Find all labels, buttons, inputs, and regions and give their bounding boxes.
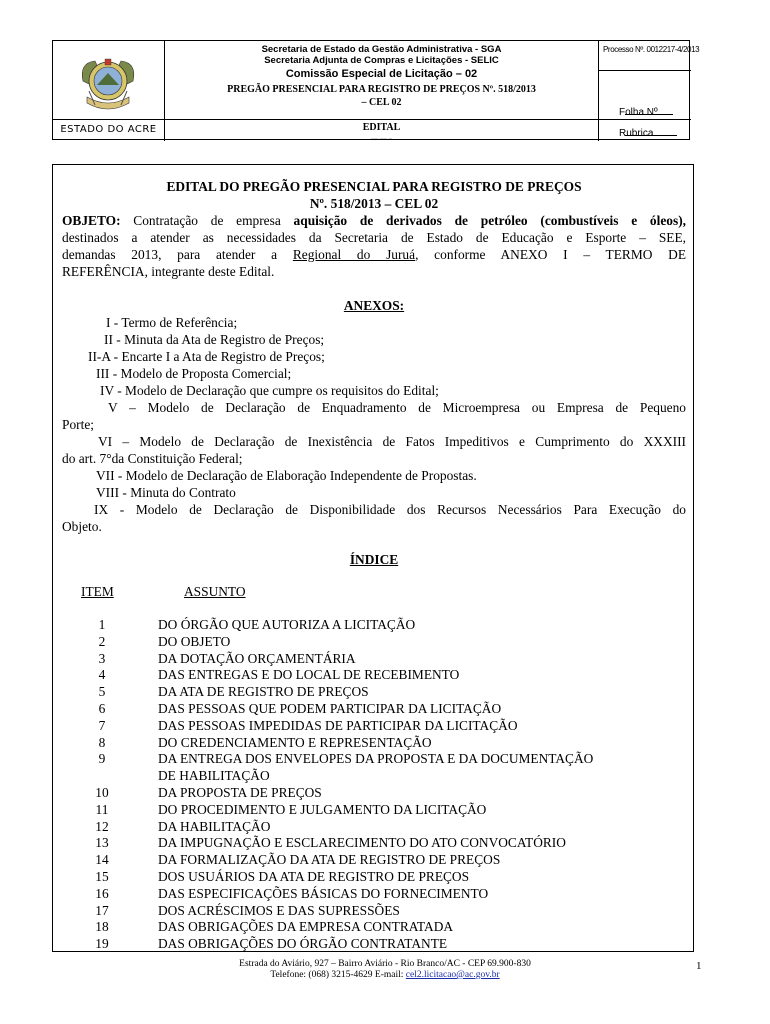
footer-address: Estrada do Aviário, 927 – Bairro Aviário - Rio Branco/AC - CEP 69.900-830 [239,959,531,969]
anexo-item: II-A - Encarte I a Ata de Registro de Preços; [88,349,325,364]
state-seal-icon [75,51,141,117]
header-pregao-line2: – CEL 02 [361,97,402,108]
indice-row-title: DA PROPOSTA DE PREÇOS [158,785,322,800]
header-process-cell [599,41,700,141]
objeto-line3 [62,246,686,263]
objeto-line4: REFERÊNCIA, integrante deste Edital. [62,264,275,279]
anexos-heading: ANEXOS: [343,298,405,313]
indice-row-number: 8 [98,734,106,750]
indice-row-number: 11 [95,801,109,817]
objeto-line3-c: , conforme ANEXO I – TERMO DE [415,247,686,262]
indice-row-number: 18 [95,919,109,935]
header-secretaria: Secretaria de Estado da Gestão Administrativa - SGA [261,44,502,55]
indice-row-number: 2 [98,633,106,649]
indice-row-number: 15 [95,869,109,884]
anexo-item: Objeto. [62,519,102,534]
process-number: Processo Nº. 0012217-4/2013 [603,45,700,54]
indice-row-title: DAS PESSOAS QUE PODEM PARTICIPAR DA LICITAÇÃO [158,701,502,716]
footer-phone: Telefone: (068) 3215-4629 E-mail: [270,970,406,980]
rubrica-blank [625,128,677,136]
indice-row-number: 6 [98,701,106,716]
rubrica-label: Rubrica [619,128,654,139]
indice-row-number: 13 [95,835,109,851]
indice-row-number: 7 [98,717,106,733]
header-edital: EDITAL [362,122,401,133]
header-title-cell [165,41,599,141]
header-comissao: Comissão Especial de Licitação – 02 [285,68,478,80]
folha-cell [599,70,691,119]
objeto-line2: destinados a atender as necessidades da Secretaria de Estado de Educação e Esporte – SEE, [62,230,686,245]
objeto-label: OBJETO: [62,213,121,228]
indice-row-title: DOS USUÁRIOS DA ATA DE REGISTRO DE PREÇOS [158,869,470,884]
objeto-line1 [62,212,686,229]
footer-email-link[interactable]: cel2.licitacao@ac.gov.br [405,970,500,980]
anexo-item: VIII - Minuta do Contrato [96,485,236,500]
document-title-line2: Nº. 518/2013 – CEL 02 [309,196,439,211]
indice-row-title: DO CREDENCIAMENTO E REPRESENTAÇÃO [158,734,432,750]
indice-row-number: 5 [98,684,106,700]
anexo-item: III - Modelo de Proposta Comercial; [96,366,292,381]
anexo-item: VI – Modelo de Declaração de Inexistência de Fatos Impeditivos e Cumprimento do XXXIII [98,434,686,449]
document-header [52,40,700,142]
indice-row-title: DO PROCEDIMENTO E JULGAMENTO DA LICITAÇÃO [158,801,487,817]
indice-row-title: DO OBJETO [158,633,231,649]
header-edital-cell [165,119,598,141]
indice-row-title: DA FORMALIZAÇÃO DA ATA DE REGISTRO DE PREÇOS [158,852,501,868]
header-dash-decoration: — — – [371,134,392,142]
header-pregao-line1: PREGÃO PRESENCIAL PARA REGISTRO DE PREÇOS Nº. 518/2013 [227,84,536,95]
indice-row-number: 12 [95,818,109,834]
objeto-line3-a: demandas 2013, para atender a [62,247,293,262]
document-title-line1: EDITAL DO PREGÃO PRESENCIAL PARA REGISTRO DE PREÇOS [166,179,582,194]
indice-row-number: 1 [98,617,106,632]
footer-contact [0,970,770,981]
indice-row-title: DOS ACRÉSCIMOS E DAS SUPRESSÕES [158,902,400,918]
page-number: 1 [696,960,702,972]
indice-row-title: DAS OBRIGAÇÕES DA EMPRESA CONTRATADA [158,919,454,935]
indice-row-number: 3 [98,650,106,666]
indice-row-title: DAS ENTREGAS E DO LOCAL DE RECEBIMENTO [158,667,460,683]
anexo-item: IX - Modelo de Declaração de Disponibilidade dos Recursos Necessários Para Execução do [94,502,686,517]
indice-row-number: 4 [98,667,106,683]
indice-row-number: 17 [95,902,109,918]
indice-row-title: DAS OBRIGAÇÕES DO ÓRGÃO CONTRATANTE [158,936,448,952]
indice-row-number: 10 [95,785,109,800]
indice-row-number: 19 [95,936,109,952]
anexo-item: IV - Modelo de Declaração que cumpre os requisitos do Edital; [100,383,439,398]
folha-label: Folha Nº [619,107,658,118]
anexo-item: II - Minuta da Ata de Registro de Preços; [104,332,325,347]
header-pregao [169,83,594,109]
indice-heading: ÍNDICE [349,552,399,567]
objeto-regional: Regional do Juruá [292,247,416,262]
objeto-text-a: Contratação de empresa [120,213,294,228]
indice-row-number: 14 [95,852,109,868]
header-logo-cell [53,41,165,141]
folha-blank [625,107,673,115]
indice-row-title: DE HABILITAÇÃO [158,768,270,784]
header-secretaria-adjunta: Secretaria Adjunta de Compras e Licitações - SELIC [264,55,499,66]
indice-row-number: 16 [95,885,109,901]
anexo-item: do art. 7°da Constituição Federal; [62,451,243,466]
indice-row-number: 9 [98,751,106,767]
indice-row-title: DA ENTREGA DOS ENVELOPES DA PROPOSTA E DA DOCUMENTAÇÃO [158,751,594,767]
indice-row-title: DA HABILITAÇÃO [158,818,271,834]
state-label: ESTADO DO ACRE [53,119,164,139]
rubrica-cell [599,119,691,141]
indice-col-item: ITEM [81,584,114,599]
indice-row-title: DO ÓRGÃO QUE AUTORIZA A LICITAÇÃO [158,617,416,632]
anexo-item: VII - Modelo de Declaração de Elaboração Independente de Propostas. [96,468,477,483]
indice-col-assunto: ASSUNTO [184,584,246,599]
objeto-text-bold: aquisição de derivados de petróleo (combustíveis e óleos), [293,213,687,228]
indice-row-title: DA ATA DE REGISTRO DE PREÇOS [158,684,369,700]
indice-row-title: DA DOTAÇÃO ORÇAMENTÁRIA [158,650,356,666]
indice-row-title: DAS PESSOAS IMPEDIDAS DE PARTICIPAR DA LICITAÇÃO [158,717,518,733]
indice-row-title: DAS ESPECIFICAÇÕES BÁSICAS DO FORNECIMENTO [158,885,489,901]
anexo-item: Porte; [62,417,94,432]
anexo-item: V – Modelo de Declaração de Enquadramento de Microempresa ou Empresa de Pequeno [108,400,686,415]
indice-row-title: DA IMPUGNAÇÃO E ESCLARECIMENTO DO ATO CONVOCATÓRIO [158,835,566,851]
anexo-item: I - Termo de Referência; [106,315,238,330]
